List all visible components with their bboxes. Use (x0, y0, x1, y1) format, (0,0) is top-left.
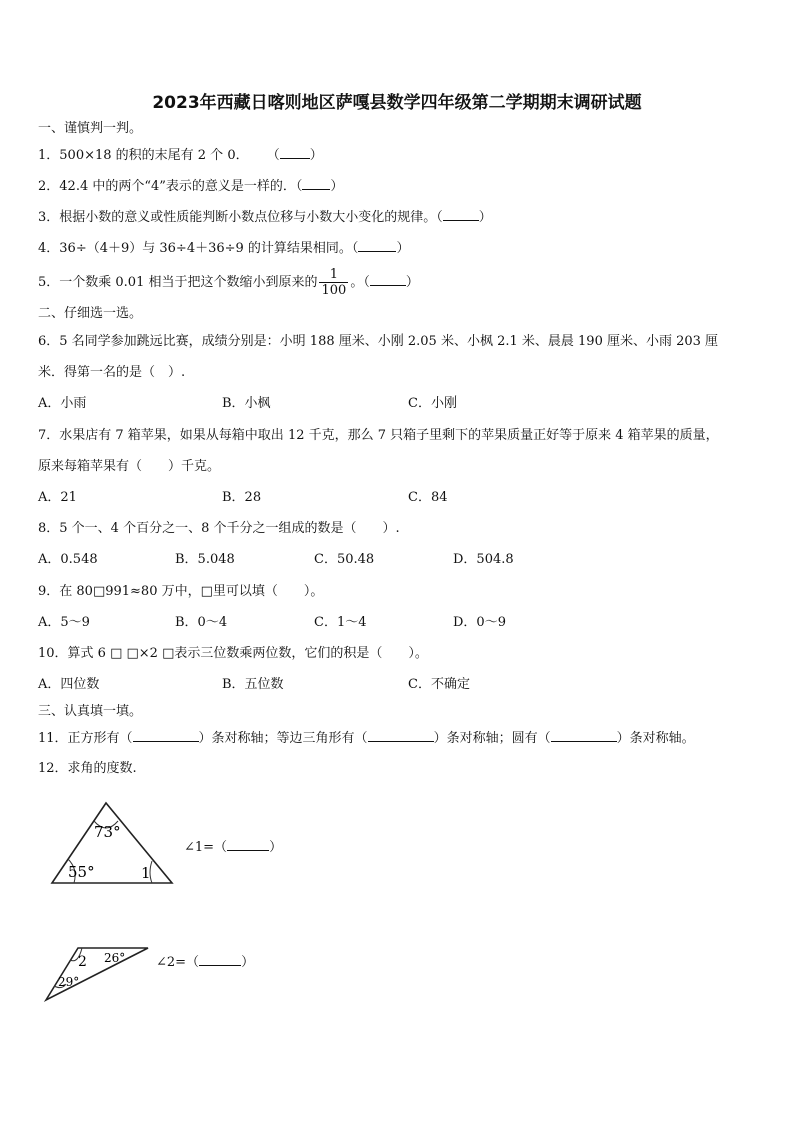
answer-blank-11a[interactable] (133, 729, 199, 742)
q8-option-d[interactable]: D．504.8 (453, 552, 514, 567)
question-1-text: 1．500×18 的积的末尾有 2 个 0． (38, 148, 249, 163)
triangle-figure-2 (40, 940, 160, 1006)
question-2-paren-end: ） (330, 179, 344, 194)
answer-blank-4[interactable] (358, 239, 396, 252)
angle-2-answer (156, 951, 254, 970)
question-3-paren-end: ） (478, 210, 492, 225)
question-4 (38, 239, 409, 258)
q6-option-c[interactable]: C．小刚 (408, 396, 457, 411)
question-7-line-1: 7．水果店有 7 箱苹果，如果从每箱中取出 12 千克，那么 7 只箱子里剩下的苹果质量正好等于原来 4 箱苹果的质量， (38, 428, 719, 443)
question-6-line-1: 6．5 名同学参加跳远比赛，成绩分别是：小明 188 厘米、小刚 2.05 米、小枫 2.1 米、晨晨 190 厘米、小雨 203 厘 (38, 334, 719, 349)
angle-1-answer (184, 836, 282, 855)
question-5-text: 5．一个数乘 0.01 相当于把这个数缩小到原来的 (38, 275, 318, 290)
angle-2-label: ∠2=（ (156, 955, 200, 970)
question-5 (38, 266, 419, 300)
answer-blank-11c[interactable] (551, 729, 617, 742)
triangle-1-right-label: 1 (141, 864, 151, 882)
q8-option-c[interactable]: C．50.48 (314, 552, 375, 567)
q11-part-d: ）条对称轴。 (616, 731, 695, 746)
answer-blank-1[interactable] (280, 146, 310, 159)
question-1 (38, 146, 323, 165)
answer-blank-3[interactable] (443, 208, 479, 221)
question-4-text: 4．36÷（4＋9）与 36÷4＋36÷9 的计算结果相同。（ (38, 241, 359, 256)
question-2 (38, 177, 343, 196)
q11-part-a: 11．正方形有（ (38, 731, 133, 746)
question-1-paren-end: ） (309, 148, 323, 163)
angle-1-label: ∠1=（ (184, 840, 228, 855)
q9-option-b[interactable]: B．0～4 (175, 615, 228, 630)
q9-option-a[interactable]: A．5～9 (38, 615, 90, 630)
question-2-text: 2．42.4 中的两个“4”表示的意义是一样的．（ (38, 179, 303, 194)
question-11 (38, 729, 695, 748)
question-12: 12．求角的度数. (38, 761, 137, 776)
fraction-denominator: 100 (321, 283, 347, 298)
section-heading-3: 三、认真填一填。 (38, 704, 143, 719)
triangle-1-top-angle: 73° (94, 823, 121, 841)
fraction-numerator: 1 (319, 267, 348, 283)
section-heading-1: 一、谨慎判一判。 (38, 121, 143, 136)
q7-option-a[interactable]: A．21 (38, 490, 77, 505)
triangle-figure-1 (44, 795, 194, 905)
question-3-text: 3．根据小数的意义或性质能判断小数点位移与小数大小变化的规律。（ (38, 210, 443, 225)
question-10-line-1: 10．算式 6 □ □×2 □表示三位数乘两位数，它们的积是（ ）。 (38, 646, 428, 661)
q10-option-b[interactable]: B．五位数 (222, 677, 284, 692)
question-5-paren-end: ） (405, 275, 419, 290)
q8-option-b[interactable]: B．5.048 (175, 552, 235, 567)
answer-blank-angle-2[interactable] (199, 953, 241, 966)
q7-option-b[interactable]: B．28 (222, 490, 262, 505)
triangle-2-angle-a: 26° (104, 951, 126, 965)
page-title: 2023年西藏日喀则地区萨嘎县数学四年级第二学期期末调研试题 (152, 93, 642, 113)
angle-1-label-end: ） (269, 840, 283, 855)
fraction-one-hundredth (319, 267, 348, 298)
answer-blank-2[interactable] (302, 177, 330, 190)
question-7-line-2: 原来每箱苹果有（ ）千克。 (38, 459, 221, 474)
question-1-paren: （ (266, 148, 280, 163)
answer-blank-11b[interactable] (368, 729, 434, 742)
question-9-line-1: 9．在 80□991≈80 万中，□里可以填（ ）。 (38, 584, 324, 599)
question-4-paren-end: ） (396, 241, 410, 256)
question-3 (38, 208, 492, 227)
q6-option-b[interactable]: B．小枫 (222, 396, 271, 411)
triangle-2-outline (46, 948, 148, 1000)
triangle-1-left-angle: 55° (68, 863, 95, 881)
triangle-2-label: 2 (78, 954, 87, 970)
q8-option-a[interactable]: A．0.548 (38, 552, 98, 567)
triangle-2-angle-b: 29° (58, 975, 80, 989)
question-6-line-2: 米．得第一名的是（ ）. (38, 365, 186, 380)
angle-2-label-end: ） (241, 955, 255, 970)
question-8-line-1: 8．5 个一、4 个百分之一、8 个千分之一组成的数是（ ）. (38, 521, 400, 536)
q10-option-c[interactable]: C．不确定 (408, 677, 470, 692)
answer-blank-5[interactable] (370, 273, 406, 286)
q10-option-a[interactable]: A．四位数 (38, 677, 100, 692)
q9-option-d[interactable]: D．0～9 (453, 615, 506, 630)
q6-option-a[interactable]: A．小雨 (38, 396, 87, 411)
q11-part-b: ）条对称轴；等边三角形有（ (198, 731, 368, 746)
q7-option-c[interactable]: C．84 (408, 490, 448, 505)
q9-option-c[interactable]: C．1～4 (314, 615, 367, 630)
q11-part-c: ）条对称轴；圆有（ (433, 731, 551, 746)
answer-blank-angle-1[interactable] (227, 838, 269, 851)
section-heading-2: 二、仔细选一选。 (38, 306, 143, 321)
question-5-after: 。（ (350, 275, 370, 290)
